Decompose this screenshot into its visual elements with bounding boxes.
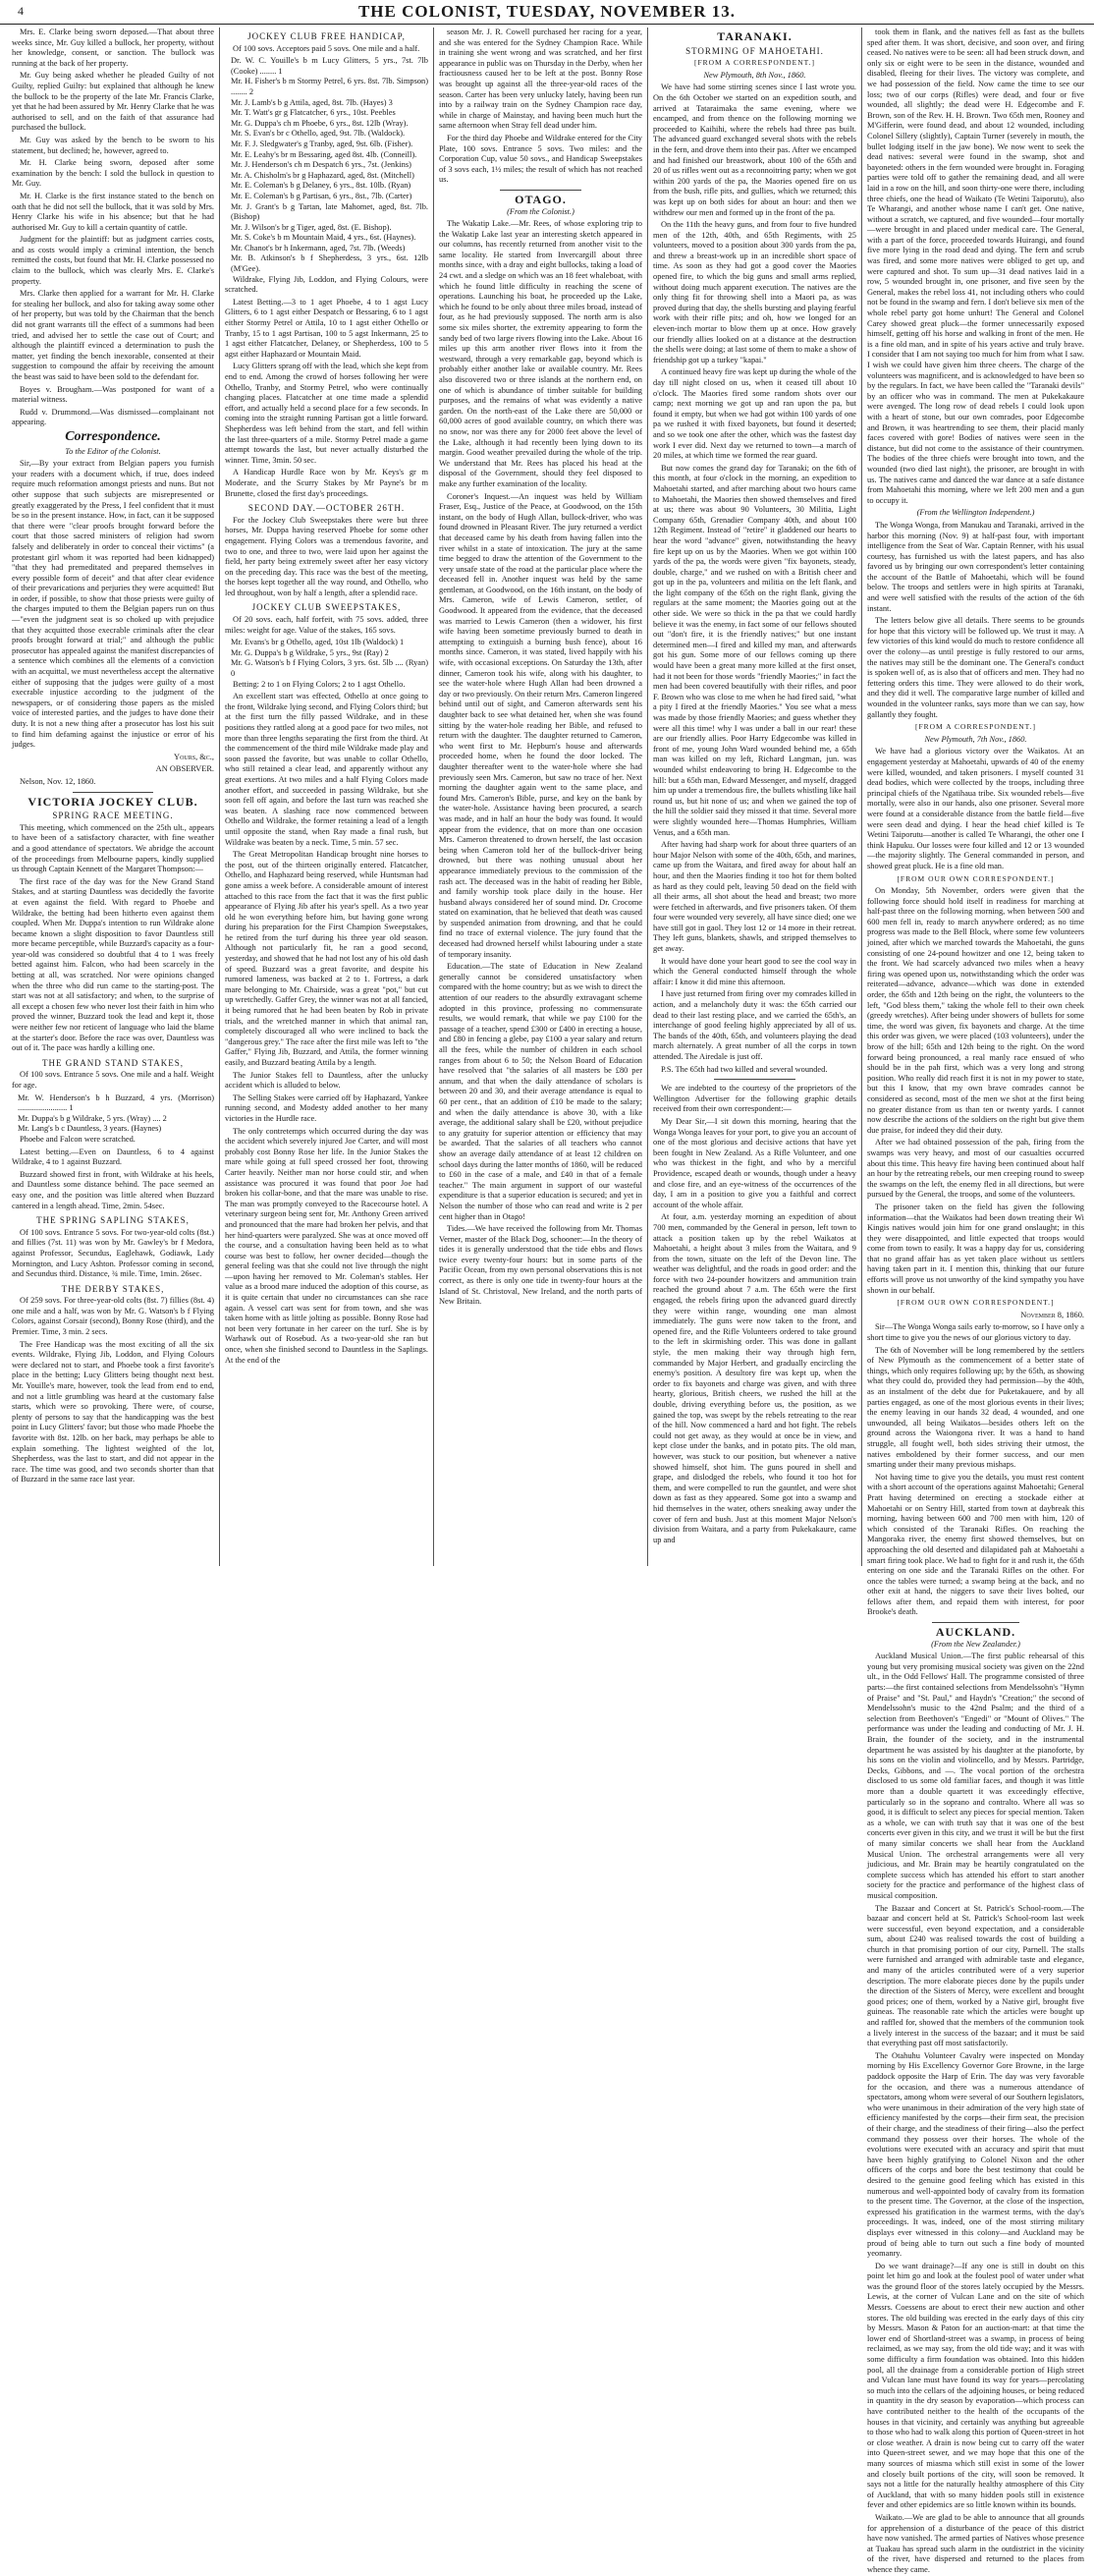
race-entry: Mr. G. Duppa's b g Wildrake, 5 yrs., 9st (Ray) 2 bbox=[231, 647, 389, 657]
race-entry: Mr. E. Coleman's b g Delaney, 6 yrs., 8st. 10lb. (Ryan) bbox=[231, 181, 411, 191]
article-paragraph: Not having time to give you the details, you must rest content with a short account of the operations against Mahoetahi; General Pratt having determined on erecting a stockade either at Mahoetahi or on Sentry Hill, started from town at daybreak this morning, having between 600 and 700 men with him, 120 of which consisted of the Taranaki Rifles. On reaching the Mangoraka river, the enemy first showed themselves, but on approaching the old deserted and dilapidated pah at Mahoetahi a smart firing took place. We had to fight for it and rush it, the 65th entering on one side and the Taranaki Rifles on the other. For once the tables were turned; a swamp being at the back, and no other exit at hand, the niggers to save their lives bolted, our fellows after them, and repaid them with interest, for poor Brooke's death. bbox=[867, 1472, 1084, 1617]
article-paragraph: The Great Metropolitan Handicap brought nine horses to the post, out of the thirteen originally entered. Flatcatcher, Othello, and Haphazard being reserved, while Huntsman had gone amiss a week before. A considerable amount of interest attached to this race from the fact that it was the first public appearance of Flying Jib after his year's spell. As a two year old he won everything before him, but having gone wrong during his preparation for the First Champion Sweepstakes, he retired from the turf during his three year old season. Although not particularly fit, he ran a good second, yesterday, and showed that he had not lost any of his old dash of speed. Buzzard was a great favorite, and despite his rumored lameness, was backed at 2 to 1. Fortress, a dark mare belonging to Mr. Chairside, was a great "pot," but cut up wretchedly. Gaffer Grey, the winner was not at all fancied, it being rumored that he had been beaten by Rob in private trials, and the wretched manner in which that animal ran, completely discouraged all who were inclined to back the "dangerous grey." The race after the first mile was left to "the Gaffer," Flying Jib, Buzzard, and Attila, the former winning easily, and Buzzard beating Attila by a length. bbox=[225, 850, 428, 1067]
race-entry: Mr. J. Wilson's br g Tiger, aged, 8st. (E. Bishop). bbox=[231, 222, 392, 232]
day-heading: SECOND DAY.—OCTOBER 26TH. bbox=[247, 503, 406, 514]
article-paragraph: This meeting, which commenced on the 25th ult., appears to have been of a satisfactory character, with fine weather and a good attendance of spectators. We abridge the account of the proceedings from Melbourne papers, kindly supplied us through Captain Kennett of the Margaret Thompson:— bbox=[12, 822, 214, 874]
article-paragraph: Sir,—By your extract from Belgian papers you furnish your readers with a document which, if true, does indeed require much reformation amongst priests and nuns. But not other suppose that such subjects are misrepresented or greatly exaggerated by the Press, I feel confident that it must be so in the present instance. How, in fact, can it be supposed that there were "clear proofs brought forward before the court that those sacred ministers of religion had sworn falsely and deliberately in order to conceal their victims" (a protestant girl whom it was reported had been kidnapped) "that they had premeditated and prepared themselves in every possible form of deceit" and that after clear evidence of their prevarications and perjuries they were acquitted! But in order, if possible, to show that those priests were guilty of the charges imputed to them the Belgian papers run on thus—"even the judgment seat is so choked up with prejudice that they acquitted those execrable criminals after the clear proofs brought forward at trial;" and although the public prosecutor has appealed against the manifest discrepancies of a sentence which combines all the elements of a conviction with an acquittal, we must nevertheless accept the alternative either of supposing that the judges were guilty of a most execrable injustice according to the judgment of the newspapers, or of considering those papers as the misled voice of interested parties, and the judges to have done their duty. It is not a new thing after a prosecutor has lost his suit to find him defaming against the injustice or error of his judges. bbox=[12, 459, 214, 750]
column-1 bbox=[12, 28, 214, 1566]
article-paragraph: A Handicap Hurdle Race won by Mr. Keys's gr m Moderate, and the Scurry Stakes by Mr Payne's br m Brunette, closed the first day's proceedings. bbox=[225, 468, 428, 498]
article-paragraph: The Bazaar and Concert at St. Patrick's School-room.—The bazaar and concert held at St. Patrick's School-room last week were successful, even beyond expectation, and a considerable sum, about £240 was realised towards the cost of building a church in that promising portion of our city, Parnell. The stalls were furnished and arranged with admirable taste and elegance, and many of the articles contributed were of a very superior description. The more elaborate pieces done by the pupils under the direction of the Sisters of Mercy, were excellent and brought good prices; one of them, worked by a Native girl, brought five guineas. The reasonable rate which the articles were bought up and raffled for, showed that the members of the communion took a lively interest in the success of the bazaar; and it must be said that everything past off most satisfactorily. bbox=[867, 1903, 1084, 2048]
race-entry: Mr. Lang's b c Dauntless, 3 years. (Haynes) bbox=[18, 1124, 162, 1134]
article-paragraph: It would have done your heart good to see the cool way in which the General conducted himself through the whole affair: I know it did mine this afternoon. bbox=[653, 956, 856, 986]
article-paragraph: The Selling Stakes were carried off by Haphazard, Yankee running second, and Modesty added another to her many victories in the Hurdle race. bbox=[225, 1092, 428, 1123]
race-heading: JOCKEY CLUB SWEEPSTAKES, bbox=[251, 602, 402, 613]
article-paragraph: Judgment for the plaintiff: but as judgment carries costs, and as costs would imply a criminal intention, the bench remitted the costs, but found that Mr. H. Clarke possessed no claim to the bullock, which was clearly Mrs. E. Clarke's property. bbox=[12, 235, 214, 286]
dateline: Nelson, Nov. 12, 1860. bbox=[20, 776, 96, 786]
article-paragraph: The only contretemps which occurred during the day was the accident which severely injured Joe Carter, and will most probably cost Bonny Rose her life. In the Junior Stakes the mare while going at full speed crossed her foot, throwing Carter heavily. Neither man nor horse could stir, and when assistance was procured it was found that poor Joe had broken his collar-bone, and that the mare was unable to rise. The man was promptly conveyed to the Racecourse hotel. A veterinary surgeon being sent for, Mr. Anthony Green arrived and pronounced that the mare had broken her pelvis, and that her hind-quarters were paralyzed. She was at once moved off the course, and a consultation having been held as to what course was best to follow, her owner decided—though the general feeling was that she could not live through the night—upon having her removed to Mr. Coleman's stables. Her value as a brood mare induced the adoption of this course, as it is quite certain that under no circumstances can she race again. A vessel cart was sent for from town, and she was taken home with as little jolting as possible. Bonny Rose had not been very fortunate in her career on the turf. She is by Warhawk out of Rosebud. As a two-year-old she ran but once, when she finished second to Dauntless in the Saplings. At the end of the bbox=[225, 1126, 428, 1365]
race-heading: THE DERBY STAKES, bbox=[61, 1283, 165, 1294]
race-entry: Mr. Chanot's br h Inkermann, aged, 7st. 7lb. (Weeds) bbox=[231, 243, 406, 252]
race-entry: Mr. J. Grant's b g Tartan, late Mahomet, aged, 8st. 7lb. (Bishop) bbox=[231, 201, 428, 222]
dateline: November 8, 1860. bbox=[1020, 1310, 1084, 1319]
race-entry: Mr. E. Coleman's b g Partisan, 6 yrs., 8st., 7lb. (Carter) bbox=[231, 191, 412, 200]
article-paragraph: But now comes the grand day for Taranaki; on the 6th of this month, at four o'clock in the morning, an expedition to Mahoetahi started, and after marching about two hours came to Mahoetahi, the Maories then showed themselves and fired at us; there was about 90 Volunteers, 30 Militia, Light Company 65th, Grenadier Company 40th, and about 100 12th Regiment. Instead of "retire" it gladdened our hearts to hear the word "advance" given, notwithstanding the heavy fire kept up on us by the Maories. When we got within 100 yards of the pa, the words were given "fix bayonets, steady, double, charge," and we rushed on with a British cheer and got up in the pa, volunteers and militia on the left flank, and the light company of the 65th on the right flank, giving the regulars at the same moment; the Maories going out at the other side. We were so thick in the pa that we could hardly believe it was the enemy, in fact some of our fellows shouted out "don't fire, it is the friendly natives;" but one instant determined men—I fired and killed my man, and afterwards got his gun. Some more of our fellows coming up there would have been a great many more killed at the first onset, had it not been for those words "friendly Maories;" in fact the men had been covered beautifully with their rifles, and poor F. Brown who was close to me when he had fired said, "what a pity I fired at the friendly Maories." You see what a mess was made by those friendly Maories; and guess whether they were all this time! why I was under a ball in our rear! these are our friendly allies. Poor Harry Edgecombe was killed in front of me, young John Ward wounded behind me, a 65th man was killed on my left, Richard Langman, jun. was wounded whilst endeavoring to bring H. Edgecombe to the hill: but a 65th man, Edward Messenger, and myself, dragged him up under a tremendous fire, the bullets whistling like hail round us, but hit none of us; and when we gained the top of the hill the soldier said they missed it that time. Several more were slightly wounded here—Thomas Humphries, William Venus, and a 65th man. bbox=[653, 463, 856, 837]
letter-closing: Yours, &c., bbox=[174, 752, 214, 761]
race-heading: THE SPRING SAPLING STAKES, bbox=[36, 1215, 190, 1226]
column-rule bbox=[647, 28, 648, 1566]
article-paragraph: Coroner's Inquest.—An inquest was held by William Fraser, Esq., Justice of the Peace, at Goodwood, on the 15th instant, on the body of Hugh Allan, bullock-driver, who was found drowned in Pleasant River. The jury returned a verdict that deceased came by his death from having fallen into the river whilst in a state of intoxication. The jury at the same time begged to draw the attention of the Government to the very unsafe state of the road at the particular place where the deceased fell in. Another inquest was held by the same gentleman, at Goodwood, on the 16th instant, on the body of Mrs. Cameron, wife of Lewis Cameron, settler, of Goodwood. It appeared from the evidence, that the deceased was married to Lewis Cameron (then a widower, his first wife having been sometime previously burned to death in attempting to extinguish a burning bush fence), about 16 months since. Cameron, it was stated, lived happily with his wife, with occasional exceptions. On Saturday the 13th, after dinner, Cameron took his wife, along with his daughter, to see the water-hole where Hugh Allan had been drowned a day or two previously. On their return Mrs. Cameron lingered behind until out of sight, and Cameron afterwards sent his daughter back to see what detained her, when she was found sitting by the water-hole reading her Bible, and refused to return with the daughter. The daughter returned to Cameron, who went first to Mr. Hepburn's house and afterwards proceeded home, when he found the door locked. The daughter thereafter went to the water-hole where she had previously seen Mrs. Cameron, but saw no trace of her. Next morning the daughter again went to the same place, and found Mrs. Cameron's Bible, purse, and key on the bank by the water-hole. Assistance having been procured, a search was made, and in half an hour the body was found. It would appear from the evidence, that on more than one occasion Mrs. Cameron threatened to drown herself, the last occasion being when Cameron told her of the bullock-driver being drowned, but there was nothing unusual about her appearance immediately previous to the commission of the rash act. The deceased was in the habit of reading her Bible, and family worship took place daily in the house. Her husband always considered her of sound mind. Dr. Crocome stated on examination, that he believed that death was caused by suspended animation from drowning, and that he could find no trace of external violence. The jury found that the deceased had drowned herself whilst labouring under a state of temporary insanity. bbox=[439, 491, 642, 959]
article-paragraph: Wildrake, Flying Jib, Loddon, and Flying Colours, were scratched. bbox=[225, 274, 428, 295]
article-paragraph: We are indebted to the courtesy of the proprietors of the Wellington Advertiser for the following graphic details received from their own correspondent:— bbox=[653, 1084, 856, 1114]
article-paragraph: For the third day Phoebe and Wildrake entered for the City Plate, 100 sovs. Entrance 5 sovs. Two miles: and the Corporation Cup, value 50 sovs., and Handicap Sweepstakes of 3 sovs each, 1½ miles; the result of which has not reached us. bbox=[439, 133, 642, 185]
source-credit: (From the Wellington Independent.) bbox=[916, 508, 1035, 518]
article-paragraph: After we had obtained possession of the pah, firing from the swamps was very heavy, and most of our casualties occurred about this time. This heavy fire having been continued about half an hour by the retreating rebels, our men creeping round to sweep the swamps on the left, the enemy fled in all directions, but were pursued by the General, the troops, and some of the volunteers. bbox=[867, 1138, 1084, 1200]
article-heading: AUCKLAND. bbox=[935, 1625, 1016, 1640]
article-paragraph: Of 100 sovs. Entrance 5 sovs. For two-year-old colts (8st.) and fillies (7st. 11) was won by Mr. Gawley's br f Medora, against Professor, Secundus, Eaglehawk, Godiawk, Lady Mornington, and Lucy Ashton. Professor coming in second, and Secundus third. Distance, ¾ mile. Time, 1min. 26sec. bbox=[12, 1227, 214, 1279]
article-paragraph: Phoebe and Falcon were scratched. bbox=[20, 1134, 136, 1144]
article-paragraph: The Free Handicap was the most exciting of all the six events. Wildrake, Flying Jib, Loddon, and Flying Colours were declared not to start, and Phoebe took a first favorite's place in the betting; Lucy Glitters being thought next best. Mr. Youille's mare, however, took the lead from end to end, and not a little grumbling was heard at the customary false starts, which were so provoking. There were, of course, plenty of persons to say that the handicapping was the best point in Lucy Glitters' favor; but those who made Phoebe the favorite with 8st. 12lb. on her back, may perhaps be able to explain something. The lightest weighted of the lot, Shepherdess, was the last to start, and did not appear in the race. The time was good, and two seconds shorter than that of Buzzard in the same race last year. bbox=[12, 1339, 214, 1484]
article-paragraph: Boyes v. Brougham.—Was postponed for want of a material witness. bbox=[12, 384, 214, 405]
correspondent-credit: [FROM A CORRESPONDENT.] bbox=[914, 722, 1037, 732]
article-paragraph: Rudd v. Drummond.—Was dismissed—complainant not appearing. bbox=[12, 407, 214, 427]
article-paragraph: Betting: 2 to 1 on Flying Colors; 2 to 1 agst Othello. bbox=[233, 679, 406, 689]
article-paragraph: The first race of the day was for the New Grand Stand Stakes, and at starting Dauntless was decidedly the favorite at even against the field. With regard to Phoebe and Wildrake, the betting had been hitherto even against them coupled. When Mr. Duppa's intention to run Wildrake alone became known a slight disposition to favor Dauntless still more became perceptible, while Buzzard's capacity as a four-year-old was considered so doubtful that 4 to 1 was freely betted against him. Falcon, who had been scarcely in the betting at all, was scratched. Nor were opinions changed when the three who did run came to the starting-post. The start was not at all satisfactory; and when, to the surprise of all except a chosen few who never lost their faith in him who proved the winner, Buzzard took the lead and kept it, those were neither few nor reticent of language who laid the blame at the starter's door. Before the race was over, Dauntless was out of it. The pace was hardly a killing one. bbox=[12, 876, 214, 1053]
article-heading: VICTORIA JOCKEY CLUB. bbox=[27, 794, 198, 809]
article-paragraph: We have had some stirring scenes since I last wrote you. On the 6th October we started on an expedition south, and arrived at Tataraimaka the same evening, where we encamped, and from thence on the following morning we proceeded to Kaihihi, where the rebels had three pas built. The advanced guard exchanged several shots with the rebels in the fern, and drove them into their pas. After we encamped and had finished our breastwork, about 100 of the 65th and 20 of us rifles went out as a reconnoitring party; when we got within 200 yards of the pa, the Maories opened fire on us from the bush, rifle pits, and gullies, which we returned; this was kept up on both sides for about an hour: and then we withdrew our men and formed up in the front of the pa. bbox=[653, 83, 856, 217]
race-heading: JOCKEY CLUB FREE HANDICAP, bbox=[247, 31, 406, 41]
race-entry: Mr. S. Coke's b m Mountain Maid, 4 yrs., 6st. (Haynes). bbox=[231, 233, 416, 243]
article-paragraph: On the 11th the heavy guns, and from four to five hundred men of the 12th, 40th, and 65th Regiments, with 25 volunteers, moved to a position about 300 yards from the pa, and threw a breast-work up in an incredible short space of time. As soon as they had got a good cover the Maories opened fire, to which the big guns and small arms replied, without doing much apparent execution. The natives are the only thing fit for throwing shell into a Maori pa, as was proved during that day, the shells bursting and playing fearful work with their rifle pits; and oh, how we longed for an eleven-inch mortar to blow them up at once. How gravely our friendly allies looked on at a distance at the destruction the shells were doing; at last some of them to make a show of friendship got up a turkey "kapai." bbox=[653, 220, 856, 364]
race-entry: Mr. Evans's br g Othello, aged, 10st 1lb (Waldock) 1 bbox=[231, 638, 405, 647]
article-paragraph: Latest betting.—Even on Dauntless, 6 to 4 against Wildrake, 4 to 1 against Buzzard. bbox=[12, 1147, 214, 1167]
article-paragraph: Do we want drainage?—If any one is still in doubt on this point let him go and look at the foulest pool of water under what was the ground floor of the stores lately occupied by the Messrs. Lewis, at the corner of Vulcan Lane and on the site of which Messrs. Coessens are about to erect their new auction and other stores. The old building was erected in the early days of this city by Messrs. Mason & Paton for an auction-mart: at that time the lower end of Shortland-street was a swamp, in process of being reclaimed, as we may say, from the old tide way; and it was with some difficulty a firm foundation was obtained. Into this hidden pool, all the drainage from a considerable portion of High street and Vulcan lane must have found its way for years—percolating so much into the cellars of the adjoining houses, or being reduced in quantity in the dry season by evaporation—which process can have contributed neither to the health of the occupants of the houses in that vicinity, and certainly was anything but agreeable to those who had to walk along this portion of Queen-street in hot or close weather. A drain is now being cut to carry off the water into Queen-street sewer, and we may hope that this one of the many sources of miasma which still exist in some of the lower and closely built portions of the city, will soon be removed. It says not a little for the naturally healthy atmosphere of this City of Auckland, that with so many hidden pools still in existence fever and other epidemics are so little known within its bounds. bbox=[867, 2261, 1084, 2510]
race-entry: Mr. S. Evan's br c Othello, aged, 9st. 7lb. (Waldock). bbox=[231, 129, 406, 139]
article-paragraph: After having had sharp work for about three quarters of an hour Major Nelson with some of the 40th, 65th, and marines, came up from the Waitara, and fired away for about half an hour, and then the Maories finding it too hot for them bolted as hard as they could pelt, leaving 50 dead on the field with all their arms, all shot about the head and breast; two more were fetched in afterwards, and five prisoners taken. Of them four were wounded very severely, all have since died; one we have still got in gaol. They lost 12 or 14 more in their retreat. They left guns, blankets, shawls, and stripped themselves to get away. bbox=[653, 840, 856, 954]
column-rule bbox=[861, 28, 862, 1566]
article-paragraph: Education.—The state of Education in New Zealand generally cannot be considered unsatisfactory when compared with the home country; but as we wish to direct the attention of our readers to the absurdly extravagant scheme adopted in this province, professing no commensurate results, we would remark, that while we pay £100 for the passage of a teacher, spend £300 or £400 in erecting a house, and £80 in fencing a glebe, pay £100 a year salary and return all the fees, while the number of children in each school ranges from about 6 to 50; the Nelson Board of Education have resolved that "the salaries of all masters be £80 per annum, and that when the daily attendance of scholars is between 20 and 30, and their average attendance is equal to 60 per cent., that an addition of £10 be made to the salary; and when the daily attendance is above 30, with a like average, the additional salary shall be £20, without prejudice to any gratuity for superior attention or efficiency that may be awarded. That the salaries of all teachers who cannot show an average daily attendance of at least 12 children on school days during the latter months of 1860, will be reduced to £60 in the case of a male, and £40 in that of a female teacher." The main argument in support of our wasteful expenditure is that a superior education is secured; and yet in Nelson the number of those who can read and write is 2 per cent higher than in Otago! bbox=[439, 962, 642, 1221]
correspondent-credit: [FROM A CORRESPONDENT.] bbox=[693, 58, 816, 68]
article-paragraph: The Otahuhu Volunteer Cavalry were inspected on Monday morning by His Excellency Governor Gore Browne, in the large paddock opposite the Harp of Erin. The day was very favorable for the occasion, and there was a numerous attendance of spectators, among whom were several of our Southern legislators, who were unanimous in their admiration of the very high state of efficiency manifested by the corps—their firm seat, the precision of their charge, and the steadiness of their firing—also the perfect command they possess over their horses. The whole of the evolutions were executed with an accuracy and spirit that must have been highly gratifying to Colonel Nixon and the other officers of the corps and bore the best testimony that could be desired to the genuine good feeling which has existed in this numerous and well-appointed body of cavalry from its formation to the present time. The Governor, at the close of the inspection, expressed his gratification in the warmest terms, with the day's proceedings. It was, indeed, one of the most stirring military displays ever witnessed in this colony—and Auckland may be proud of being able to turn out such a fine body of mounted yeomanry. bbox=[867, 2050, 1084, 2259]
article-paragraph: Mrs. Clarke then applied for a warrant for Mr. H. Clarke for stealing her bullock, and also for taking away some other of her property, but was told by the Chairman that the bench did not grant warrants till the effect of a summons had been tried, and advised her to settle the case out of Court; and although the plaintiff evinced a determination to push the matter, yet finding the bench inexorable, consented at their suggestion to compound the affair by receiving the amount the beast was said to have been sold to the defendant for. bbox=[12, 289, 214, 381]
editor-address: To the Editor of the Colonist. bbox=[65, 446, 161, 456]
letter-signature: AN OBSERVER. bbox=[155, 764, 214, 774]
divider bbox=[500, 190, 581, 191]
article-paragraph: An excellent start was effected, Othello at once going to the front, Wildrake lying second, and Flying Colors third; but at the first turn the filly passed Wildrake, and in these positions they rattled along at a good pace for two miles, not more than three lengths separating the first from the third. At the commencement of the third mile Wildrake made play and soon passed the favorite, but was unable to collar Othello, who still retained a clear lead, and apparently without any great exertions. At two miles and a half Flying Colors made another effort, and succeeded in passing Wildrake, but she soon fell off again, and before the last turn was reached she was beaten. A slashing race now commenced between Othello and Wildrake, the former retaining a lead of a length until opposite the stand, when Ray made a final rush, but Wildrake was beaten by a neck. Time, 5 min. 57 sec. bbox=[225, 692, 428, 847]
race-conditions: Of 100 sovs. Acceptors paid 5 sovs. One mile and a half. bbox=[233, 43, 420, 53]
article-heading: OTAGO. bbox=[515, 192, 567, 206]
article-paragraph: The prisoner taken on the field has given the following information—that the Waikatos had been down treating their Wi Kingis natives would join him for one grand onslaught; in this they were disappointed, and little expected that troops would come from town to easily. It was a happy day for us, considering that no grand affair has as yet taken place without us settlers having taken part in it. I mention this, thinking that our future efforts will prove us not unworthy of the kind sympathy you have shown in our behalf. bbox=[867, 1202, 1084, 1295]
article-paragraph: Waikato.—We are glad to be able to announce that all grounds for apprehension of a disturbance of the peace of this district have now vanished. The armed parties of Natives whose presence at Tuakau has spread such alarm in the outdistrict in the vicinity of the river, have dispersed and returned to the places from whence they came. bbox=[867, 2512, 1084, 2574]
article-paragraph: At four, a.m. yesterday morning an expedition of about 700 men, commanded by the General in person, left town to attack a position taken up by the rebel Waikatos at Mahoetahi, a height about 3 miles from the Waitara, and 9 from the town, situate on the left of the Devon line. The weather was delightful, and the roads in good order: and the force with two 24-pounder howitzers and ammunition train reached the ground about 7 a.m. The 65th were the first engaged, the rebels firing upon the advanced guard directly they were within range, wounding one man almost immediately. The guns were now taken to the front, and opened fire, and the Rifle Volunteers ordered to take ground to the left in skirmishing order. This was done in gallant style, the men making their way through high fern, commanded by Major Herbert, and gradually encircling the enemy's position. A desultory fire was kept up, when the order to fix bayonets and charge was given, and with three hearty, glorious, British cheers, we rushed the hill at the double, driving everything before us, the position, as we gained the top, was swept by the rebels retreating to the rear of the hill. Now commenced a hard and hot fight. The rebels could not get away, as they would at once be in view, and kept close under the banks, and in potato pits. The old man, however, was stuck to our position, but whenever a native showed himself, shot him. The guns poured in shell and grape, and dislodged the rebels, who found it too hot for them, and were compelled to run the gauntlet, and were shot down as fast as they appeared. Some got into a swamp and hid themselves in the water, others sneaking away under the cover of fern and bush. Just at this moment Major Nelson's division from Waitara, and a party from Pukekakaure, came up and bbox=[653, 1212, 856, 1544]
race-entry: Mr. G. Duppa's ch m Phoebe, 6 yrs., 8st. 12lb (Wray). bbox=[231, 118, 409, 128]
article-paragraph: A continued heavy fire was kept up during the whole of the day till night closed on us, when it ceased till about 10 o'clock. The Maories fired some random shots over our camp; next morning we got up and ran upon the pa, but found it empty, but when we had got within 100 yards of one pa we rushed it with fixed bayonets, but found it deserted; and so we took one after the other, which was the fastest day work I ever did. Next day we returned to town—a march of 20 miles, at which time we formed the rear guard. bbox=[653, 367, 856, 461]
race-entry: Mr. T. Watt's gr g Flatcatcher, 6 yrs., 10st. Peebles bbox=[231, 108, 396, 118]
race-entry: Mr. J. Lamb's b g Attila, aged, 8st. 7lb. (Hayes) 3 bbox=[231, 97, 393, 107]
dateline: New Plymouth, 7th Nov., 1860. bbox=[924, 734, 1027, 744]
article-paragraph: took them in flank, and the natives fell as fast as the bullets sped after them. It was short, decisive, and soon over, and firing ceased. No natives were to be seen: all had been struck down, and only six or eight were to be seen in the distance, wounded and disabled, fleeing for their lives. The victory was complete, and we had possession of the field. Now came the time to see our loss; two of our corps (Rifles) were dead, and four or five wounded, all slightly; the dead were H. Edgecombe and F. Brown, son of the Rev. H. H. Brown. Two 65th men, Rooney and M'Gifferin, were found dead, and about 12 wounded, including Colonel Sillery (slightly), Captain Turner (severely in mouth, the bullet lodging itself in the jaw bone). We now went to seek the dead natives: several were found in the swamp, shot and bayoneted: others in the fern wounded were brought in. Foraging parties were told off to gather the remaining dead, and all were laid in a row on the hill, and soon thirty-one were there, including three chiefs, one the head of Waikato (Te Wetini Taiporutu), also Te Wharangi, and another whose name I can't get. One native, without a scratch, we captured, and five wounded—four mortally—were brought in and placed under medical care. The General, with a part of the force, proceeded towards Huirangi, and found five more lying in the road dead and dying. The fern and scrub was fired, and some more natives were obliged to get up, and were captured and shot. To sum up—31 dead natives laid in a row, 5 wounded brought in, one prisoner, and five seen by the General, makes the rebel loss 41, not including others who could not be found in the swamp and fern. I don't believe six men of the whole rebel party got home unhurt! The General and Colonel Carey showed great pluck—the former unnecessarily exposed himself, getting off his horse and walking in front of the men. He is a fine old man, and in spite of his years active and truly brave. I consider that I am not saying too much for him from what I saw. I wish we could have given him three cheers. The charge of the volunteers was magnificent, and is acknowledged to have been so by the regulars. In fact, we have been called the "Taranaki devils" by an officer who was in command. The men at Pukekakaure were avenged. The long row of dead rebels I could look upon with a heart of stone, but our own comrades, poor Edgecombe and Brown, it was heartrending to see them, their placid manly faces covered with gore! Bodies of natives were seen in the distance, but did not come to the assistance of their countrymen. The bodies of the three chiefs were brought into town, and the wounded (two died last night), the prisoner, are brought in with us. The natives came and danced the war dance at a safe distance from Mahoetahi this morning, where we left 200 men and a gun to occupy it. bbox=[867, 28, 1084, 505]
article-paragraph: I have just returned from firing over my comrades killed in action, and a melancholy duty it was: the 65th carried our dead to their last resting place, and we carried the 65th's, an interchange of good feeling highly appreciated by all of us. The bands of the 40th, 65th, and volunteers playing the dead march alternately. A great number of all the corps in town attended. The Airedale is just off. bbox=[653, 989, 856, 1061]
race-entry: Mr. G. Watson's b f Flying Colors, 3 yrs. 6st. 5lb .... (Ryan) 0 bbox=[231, 658, 428, 679]
race-conditions: Of 100 sovs. Entrance 5 sovs. One mile and a half. Weight for age. bbox=[12, 1070, 214, 1090]
correspondent-credit: [FROM OUR OWN CORRESPONDENT.] bbox=[897, 1298, 1055, 1308]
column-2 bbox=[225, 28, 428, 1566]
article-paragraph: Tides.—We have received the following from Mr. Thomas Verner, master of the Black Dog, schooner:—In the theory of tides it is generally understood that the tide ebbs and flows twice every twenty-four hours: but in some parts of the Pacific Ocean, from my own personal observations this is not correct, as there is only one tide in twenty-four hours at the Island of St. Christoval, New Ireland, and the north parts of New Britain. bbox=[439, 1224, 642, 1307]
masthead bbox=[0, 0, 1094, 25]
race-entry: Mr. W. Henderson's b h Buzzard, 4 yrs. (Morrison) ........................ 1 bbox=[18, 1092, 214, 1113]
article-paragraph: Sir—The Wonga Wonga sails early to-morrow, so I have only a short time to give you the news of our glorious victory to day. bbox=[867, 1322, 1084, 1343]
article-paragraph: My Dear Sir,—I sit down this morning, hearing that the Wonga Wonga leaves for your port, to give you an account of one of the most glorious and decisive actions that have yet been fought in New Zealand. As a Rifle Volunteer, and one who was thickest in the fight, and who by a merciful Providence, escaped death or wounds, though under a heavy and close fire, and an eye-witness of the occurrences of the day, I am in a position to give you a faithful and correct account of the whole affair. bbox=[653, 1116, 856, 1209]
article-paragraph: Mr. H. Clarke is the first instance stated to the bench on oath that he did not sell the bullock, that it was sold by Mrs. Henry Clarke his wife in his absence; but that he had authorised Mr. Guy to kill a certain quantity of cattle. bbox=[12, 191, 214, 232]
article-paragraph: Mr. Guy was asked by the bench to be sworn to his statement, but declined; he, however, agreed to. bbox=[12, 135, 214, 155]
source-credit: (From the New Zealander.) bbox=[931, 1639, 1020, 1649]
page-number: 4 bbox=[18, 4, 24, 18]
race-entry: Mr. E. Leahy's br m Bessaring, aged 8st. 4lb. (Conneill). bbox=[231, 149, 417, 159]
race-entry: Mr. A. Chisholm's br g Haphazard, aged, 8st. (Mitchell) bbox=[231, 170, 414, 180]
divider bbox=[932, 1622, 1018, 1623]
divider bbox=[714, 1079, 795, 1080]
dateline: New Plymouth, 8th Nov., 1860. bbox=[703, 70, 806, 80]
article-paragraph: Of 259 sovs. For three-year-old colts (8st. 7) fillies (8st. 4) one mile and a half, was won by Mr. G. Watson's b f Flying Colors, against Corsair (second), Bonny Rose (third), and the Premier. Time, 3 min. 2 secs. bbox=[12, 1296, 214, 1337]
race-entry: Mr. H. Fisher's b m Stormy Petrel, 6 yrs. 8st. 7lb. Simpson) ........ 2 bbox=[231, 77, 428, 96]
article-paragraph: season Mr. J. R. Cowell purchased her racing for a year, and she was entered for the Sydney Champion Race. While in training she went wrong and was scratched, and her first appearance in public was on Thursday in the Derby, when her fractiousness caused her to be left at the post. Bonny Rose was brought up against all the three-year-old races of the season. Carter has been very unlucky lately, having been run into by a railway train on the Sydney Champion race day, while in charge of Mainstay, and having been much hurt the same afternoon when Stray fell dead under him. bbox=[439, 28, 642, 131]
article-paragraph: The Wakatip Lake.—Mr. Rees, of whose exploring trip to the Wakatip Lake last year an interesting sketch appeared in our columns, has recently returned from another visit to the same locality. He started from Invercargill about three months since, with a dray and eight bullocks, taking a load of 24 cwt. and a sledge on which was an 18 feet whaleboat, with which he found little difficulty in reaching the scene of operations. Launching his boat, he proceeded up the Lake, which he found to be only about three miles broad, instead of four, as he had previously supposed. The north arm is also some six miles shorter, the extremity appearing to form the sandy bed of two large rivers flowing into the Lake. About 16 miles up this arm another river flows into it from the westward, through a very remarkable gap, beyond which is probably either another lake or available country. Mr. Rees also discovered two or three islands at the northern end, on one of which is abundance of timber suitable for building purposes, and the remains of what was evidently a native garden. On the north-east of the Lake there are 50,000 or 60,000 acres of good available country, on which there was no snow, nor was there any for 2000 feet above the level of the Lake, although it had recently been lying down to its margin. Good weather prevailed during the whole of the trip. We understand that Mr. Rees has placed his head at the disposal of the Government, should they feel disposed to make any further examination of the locality. bbox=[439, 219, 642, 488]
article-paragraph: P.S. The 65th had two killed and several wounded. bbox=[661, 1064, 828, 1074]
article-subheading: SPRING RACE MEETING. bbox=[52, 811, 174, 821]
article-paragraph: We have had a glorious victory over the Waikatos. At an engagement yesterday at Mahoetahi, upwards of 40 of the enemy were killed, wounded, and taken prisoners. I myself counted 31 dead bodies, which were collected by the troops, including three principal chiefs of the Ngatihaua tribe. Six wounded rebels—five mortally, were also in our hands, also one prisoner. Several more were found at a considerable distance from the battle field—five were seen dead and dying. I hear the head chief killed is Te Wetini Taiporutu—another is called Te Wharangi, the other one I think Hapuku. Our losses were four killed and 12 or 13 wounded—the majority slightly. The General commanded in person, and showed great pluck. He is a fine old man. bbox=[867, 747, 1084, 870]
race-heading: THE GRAND STAND STAKES, bbox=[41, 1057, 185, 1068]
article-paragraph: Lucy Glitters sprang off with the lead, which she kept from end to end. Among the crowd of horses following her were Othello, Tranby, and Stormy Petrel, who were continually changing places. Flatcatcher at one time made a splendid effort, and actually held a second place for a few seconds. In coming into the straight running Partisan got a little forward. Shepherdess was left behind from the start, and fell within the last three-quarters of a mile. Stormy Petrel made a game attempt towards the last, but never actually disturbed the winner. Time, 3min. 50 sec. bbox=[225, 362, 428, 465]
article-paragraph: Mrs. E. Clarke being sworn deposed.—That about three weeks since, Mr. Guy killed a bullock, her property, without her knowledge, consent, or sanction. The bullock was running at the back of her property. bbox=[12, 28, 214, 68]
race-entry: Mr. F. J. Sledgwater's g Tranby, aged, 9st. 6lb. (Fisher). bbox=[231, 139, 413, 148]
column-4 bbox=[653, 28, 856, 1566]
divider bbox=[73, 792, 153, 793]
newspaper-title: THE COLONIST, TUESDAY, NOVEMBER 13. bbox=[357, 2, 737, 21]
section-heading-correspondence: Correspondence. bbox=[65, 428, 161, 444]
article-paragraph: The 6th of November will be long remembered by the settlers of New Plymouth as the commencement of a better state of things, which only requires following up; by the 65th, as showing what they could do, provided they had permission—by the 40th, as an instalment of the debt due for Puketakauere, and by all parties engaged, as one of the most glorious events in their lives; the enemy leaving in our hands 32 dead, 4 wounded, and one unwounded, all being Waikatos—besides others left on the ground across the Waiongona river. It was a hand to hand struggle, all fought well, both sides striving their utmost, the natives emboldened by their former success, and our men smarting under their many previous mishaps. bbox=[867, 1345, 1084, 1470]
race-entry: Mr. J. Henderson's ch m Despatch 6 yrs., 7st. (Jenkins) bbox=[231, 160, 411, 170]
article-paragraph: On Monday, 5th November, orders were given that the following force should hold itself in readiness for marching at half-past three on the following morning, when between 500 and 600 men fell in, ready to march anywhere ordered; as no time progress was made to the Bell Block, where some few volunteers joined, after which we marched towards the Mahoetahi, the guns consisting of one 24-pound howitzer and one 12, being taken to the front. We had scarcely advanced two miles when a heavy firing was opened upon us, notwithstanding which the order was reiterated—advance, advance—which was done in extended order, the 65th and 12th being on the right, the volunteers to the left, "God bless them," taking the whole fell to their own cheek (greedy wretches). After being under showers of bullets for some time, the word was given, fix bayonets and charge. At the time this order was given, we were placed (103 volunteers), under the brow of the hill; 65th and 12th being to the right. On the word forward being pronounced, a real manly race ensued of who should be in the pah first, which was a very long and strong position. Who really did reach first it is not in my power to state, but this I know, that my own brave comrades cannot be considered as second, most of the men we shot at the first being no greater distance from us than ten or twenty yards. I cannot now describe the actions of the soldiers on the right but give them due praise, for indeed they did their duty. bbox=[867, 886, 1084, 1135]
race-entry: Dr. W. C. Youille's b m Lucy Glitters, 5 yrs., 7st. 7lb (Cooke) ........ 1 bbox=[231, 56, 428, 76]
article-paragraph: The Wonga Wonga, from Manukau and Taranaki, arrived in the harbor this morning (Nov. 9) at half-past four, with important intelligence from the Seat of War. Captain Renner, with his usual courtesy, has furnished us with the latest papers, and has also favored us by bringing our own correspondent's letter containing the account of the Battle of Mahoetahi, which will be found below. The troops and settlers were in high spirits at Taranaki, and were well satisfied with the results of the action of the 6th instant. bbox=[867, 520, 1084, 613]
column-5 bbox=[867, 28, 1084, 2574]
correspondent-credit: [FROM OUR OWN CORRESPONDENT.] bbox=[897, 873, 1055, 883]
article-paragraph: Mr. H. Clarke being sworn, deposed after some examination by the bench: I sold the bullock in question to Mr. Guy. bbox=[12, 158, 214, 189]
article-subheading: STORMING OF MAHOETAHI. bbox=[685, 45, 824, 56]
race-entry: Mr. Duppa's b g Wildrake, 5 yrs. (Wray) .... 2 bbox=[18, 1113, 167, 1123]
column-3 bbox=[439, 28, 642, 1566]
article-paragraph: Latest Betting.—3 to 1 aget Phoebe, 4 to 1 agst Lucy Glitters, 6 to 1 agst either Despatch or Bessaring, 6 to 1 agst either Stormy Petrel or Attila, 10 to 1 agst either Othello or Tranby, 15 to 1 agst Partisan, 100 to 5 agst Inkermann, 25 to 1 agst either Flatcatcher, Delaney, or Shepherdess, 100 to 5 agst either Haphazard or Mountain Maid. bbox=[225, 297, 428, 359]
article-paragraph: Auckland Musical Union.—The first public rehearsal of this young but very promising musical society was given on the 22nd ult., in the Odd Fellows' Hall. The programme consisted of three parts:—the first contained selections from Mendelssohn's "Hymn of Praise" and "St. Paul," and Haydn's "Creation;" the second of Mendelssohn's music to the 42nd Psalm; and the third of a selection from Beethoven's "Engedi" or "Mount of Olives." The performance was under the leading and conducting of Mr. J. H. Brain, the founder of the society, and in the instrumental department he was assisted by his daughter at the pianoforte, by his sons on the violin and violincello, and by Messrs. Partridge, Decks, Gibbons, and —. The vocal portion of the orchestra disclosed to us some old familiar faces, and though it was little more than a double quartett it was exceedingly effective, particularly so in the soprano and contralto. Where all was so good, it is difficult to select any pieces for special mention. Taken as a whole, we can with truth say that it was one of the best concerts ever given in this city, and we trust it will be but the first of many similar concerts we shall hear from the Auckland Musical Union. The orchestral arrangements were all very judicious, and Mr. Brain may be heartily congratulated on the complete success which has attended his effort to start another society for the practice and performance of the highest class of musical composition. bbox=[867, 1652, 1084, 1900]
column-rule bbox=[219, 28, 220, 1566]
column-rule bbox=[433, 28, 434, 1566]
source-credit: (From the Colonist.) bbox=[507, 206, 574, 216]
article-paragraph: The letters below give all details. There seems to be grounds for hope that this victory will be followed up. We trust it may. A few victories of this kind would do much to restore confidence all over the colony—as until prestige is fully restored to our arms, the natives may still be the dominant one. The General's conduct is spoken well of, as is also that of officers and men. They had no fettering orders this time. They were allowed to do their work, and they did it well. The comparative large number of killed and wounded in the volunteer ranks, says more than we can say, how gallantly they fought. bbox=[867, 616, 1084, 719]
article-paragraph: The Junior Stakes fell to Dauntless, after the unlucky accident which is alluded to below. bbox=[225, 1070, 428, 1091]
race-entry: Mr. B. Atkinson's b f Shepherdess, 3 yrs., 6st. 12lb (M'Gee). bbox=[231, 253, 428, 274]
race-conditions: Of 20 sovs. each, half forfeit, with 75 sovs. added, three miles: weight for age. Value of the stakes, 165 sovs. bbox=[225, 615, 428, 635]
article-heading: TARANAKI. bbox=[717, 29, 793, 43]
article-paragraph: Buzzard showed first in front, with Wildrake at his heels, and Dauntless some distance behind. The pace seemed an easy one, and the position was little altered when Buzzard cantered in a length ahead. Time, 2min. 54sec. bbox=[12, 1169, 214, 1210]
article-paragraph: For the Jockey Club Sweepstakes there were but three horses, Mr. Duppa having reserved Phoebe for some other engagement. Flying Colors was a tremendous favorite, and two to one, and three to two, were laid upon her against the field, her party being extremely sweet after her easy victory on the preceding day. This race was the best of the meeting, the horses kept together all the way round, and Othello, who led throughout, won by half a length, after a splendid race. bbox=[225, 515, 428, 597]
article-paragraph: Mr. Guy being asked whether he pleaded Guilty of not Guilty, replied Guilty: but explained that although he knew the bullock to be the property of the late Mr. Francis Clarke, yet that he had been assured by Mr. Henry Clarke that he was authorised to sell, and on the faith of that assurance had purchased the bullock. bbox=[12, 71, 214, 133]
